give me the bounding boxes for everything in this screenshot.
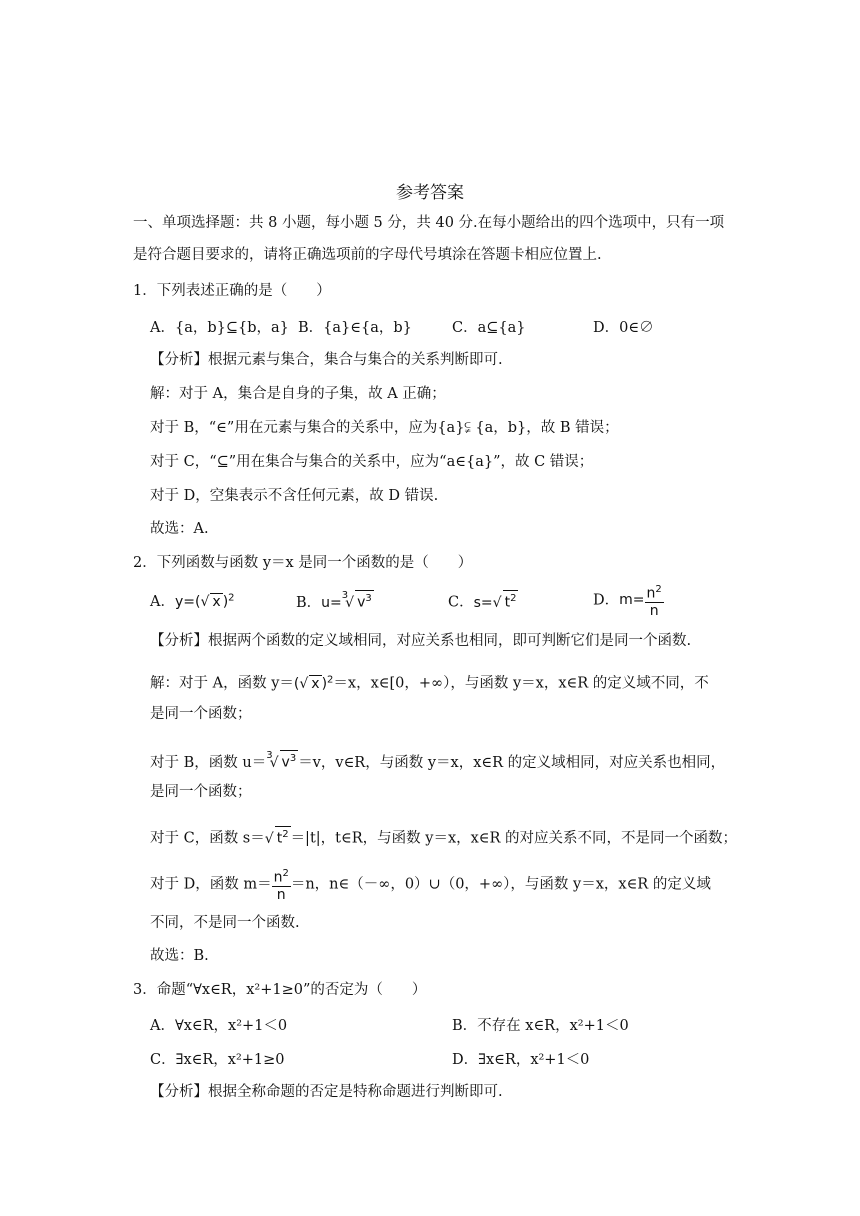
q3-analysis: 【分析】根据全称命题的否定是特称命题进行判断即可. [150,1084,503,1100]
q1-solution-1: 解：对于 A，集合是自身的子集，故 A 正确； [150,386,446,402]
q2-stem: 2．下列函数与函数 y＝x 是同一个函数的是（ ） [133,555,473,571]
q1-solution-4: 对于 D，空集表示不含任何元素，故 D 错误. [150,488,439,504]
q2-option-b-radicand: v [357,595,366,611]
q2-option-a-radicand: x [212,594,221,610]
q2-option-a-close: ) [222,594,229,610]
q2-solution-c-exponent: 2 [282,829,289,840]
q2-option-d-numerator: n [646,585,656,602]
q3-stem: 3．命题“∀x∈R，x²+1≥0”的否定为（ ） [133,982,427,998]
q2-solution-d-numerator: n [273,869,283,886]
q2-solution-b-radicand: v [281,755,290,771]
q1-option-b: B．{a}∈{a，b} [298,320,412,336]
q1-analysis: 【分析】根据元素与集合，集合与集合的关系判断即可. [150,352,503,368]
q2-option-b-exponent: 3 [365,593,372,605]
q1-solution-3: 对于 C，“⊆”用在集合与集合的关系中，应为“a∈{a}”，故 C 错误； [150,454,594,470]
q1-solution-2: 对于 B，“∈”用在元素与集合的关系中，应为{a}⫋ {a，b}，故 B 错误； [150,420,619,436]
q2-option-c-expr: s= [473,594,493,611]
q2-solution-d-rest: ＝n，n∈（－∞，0）∪（0，+∞），与函数 y＝x，x∈R 的定义域 [290,876,711,893]
q2-option-a-label: A． [150,594,175,610]
q2-option-d-label: D． [593,592,620,609]
q2-solution-d-cont: 不同，不是同一个函数. [150,915,300,931]
q2-solution-b-index: 3 [266,750,273,761]
q2-solution-c-text: 对于 C，函数 s＝ [150,830,265,847]
q2-option-b-index: 3 [341,590,349,601]
q2-option-b: B．u=$^3$√ $v^3$ [296,590,372,611]
q3-option-b: B．不存在 x∈R，x²+1＜0 [452,1018,629,1034]
q2-solution-a-exponent: 2 [327,674,334,685]
q3-option-c: C．∃x∈R，x²+1≥0 [150,1052,285,1068]
q1-stem: 1．下列表述正确的是（ ） [133,283,331,299]
q2-option-d-expr: m= [619,592,645,609]
q2-solution-a-rest: ＝x，x∈[0，+∞），与函数 y＝x，x∈R 的定义域不同，不 [333,675,709,692]
q2-solution-d-num-exponent: 2 [282,868,289,879]
q2-option-c-exponent: 2 [510,593,517,604]
q2-option-a: A．y=(√ x )$^2$ [150,592,235,610]
q2-solution-d-text: 对于 D，函数 m＝ [150,876,272,893]
section-instruction-line2: 是符合题目要求的，请将正确选项前的字母代号填涂在答题卡相应位置上. [133,247,602,263]
q2-answer: 故选：B. [150,948,209,964]
q2-solution-c: 对于 C，函数 s＝√ $t^2 =|t|$，t∈R，与函数 y＝x，x∈R 的对应关系不同，不是同一个函数； [150,826,737,849]
q2-solution-b-text: 对于 B，函数 u＝ [150,755,267,771]
q1-option-a: A．{a，b}⊆{b，a} [150,320,289,336]
q2-option-a-exponent: 2 [228,592,235,604]
q2-option-d [593,582,664,619]
q2-solution-b-cont: 是同一个函数； [150,784,252,800]
q2-solution-d-denominator: n [276,886,286,903]
q2-solution-c-rest: ＝|t|，t∈R，与函数 y＝x，x∈R 的对应关系不同，不是同一个函数； [290,830,738,847]
q2-option-b-label: B． [296,595,322,611]
page-title: 参考答案 [396,183,464,203]
q2-option-d-denominator: n [649,602,659,619]
q2-solution-a-cont: 是同一个函数； [150,706,252,722]
q2-option-c-radicand: t [504,594,511,611]
q2-solution-a-text: 解：对于 A，函数 y＝ [150,675,294,692]
q1-answer: 故选：A. [150,521,209,537]
q1-option-c: C．a⊆{a} [452,320,526,336]
q1-option-d: D．0∈∅ [593,320,654,336]
q2-solution-b-exponent: 3 [289,753,297,765]
q2-solution-c-radicand: t [276,830,283,847]
q3-option-a: A．∀x∈R，x²+1＜0 [150,1018,288,1034]
q2-solution-d [150,866,711,903]
q3-option-d: D．∃x∈R，x²+1＜0 [452,1052,590,1068]
q2-solution-a: 解：对于 A，函数 y＝(√ x )$^2$＝x，x∈[0，+∞），与函数 y＝x，x∈R 的定义域不同，不 [150,674,709,692]
q2-option-a-expr: y=( [174,594,201,610]
q2-solution-b-rest: ＝v，v∈R，与函数 y＝x，x∈R 的定义域相同，对应关系也相同， [298,755,726,771]
q2-option-c: C．s=√ $t^2$ [448,590,518,612]
q2-option-b-expr: u= [321,595,342,611]
q2-solution-a-radicand: x [311,675,320,692]
q2-analysis: 【分析】根据两个函数的定义域相同，对应关系也相同，即可判断它们是同一个函数. [150,633,692,649]
q2-option-d-num-exponent: 2 [655,584,662,595]
q2-solution-b: 对于 B，函数 u＝$^3$√ $v^3 =v$，v∈R，与函数 y＝x，x∈R 的定义域相同，对应关系也相同， [150,750,726,771]
q2-option-c-label: C． [448,594,474,611]
section-instruction-line1: 一、单项选择题：共 8 小题，每小题 5 分，共 40 分.在每小题给出的四个选项中，只有一项 [133,215,725,231]
